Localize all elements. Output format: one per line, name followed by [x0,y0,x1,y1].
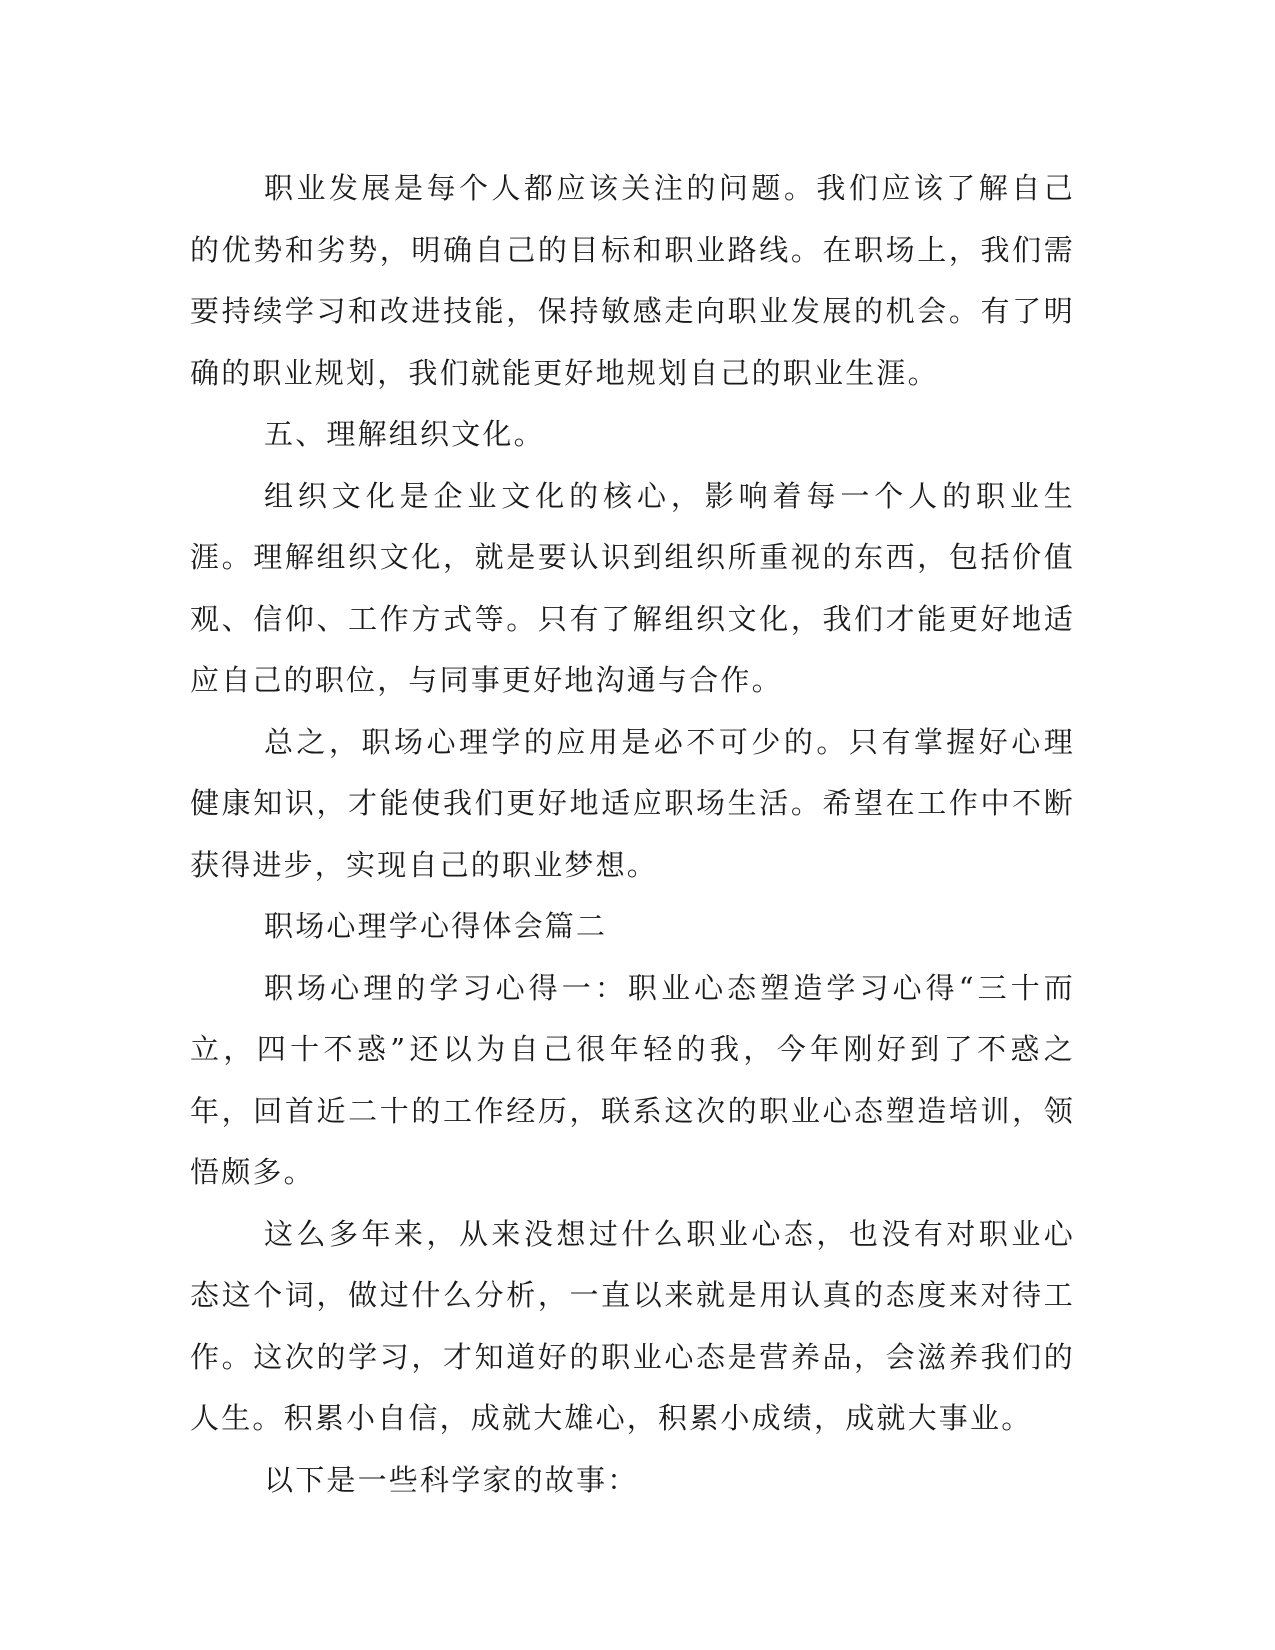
section-heading-organization-culture: 五、理解组织文化。 [264,417,545,451]
paragraph-reflection: 这么多年来，从来没想过什么职业心态，也没有对职业心态这个词，做过什么分析，一直以来就是用认真的态度来对待工作。这次的学习，才知道好的职业心态是营养品，会滋养我们的人生。积累小自信，成就大雄心，积累小成绩，成就大事业。 [190,1216,1075,1435]
document-body [190,158,1075,1511]
article-heading-part-two: 职场心理学心得体会篇二 [264,909,608,943]
paragraph-summary: 总之，职场心理学的应用是必不可少的。只有掌握好心理健康知识，才能使我们更好地适应职场生活。希望在工作中不断获得进步，实现自己的职业梦想。 [190,724,1075,882]
paragraph-organization-culture: 组织文化是企业文化的核心，影响着每一个人的职业生涯。理解组织文化，就是要认识到组织所重视的东西，包括价值观、信仰、工作方式等。只有了解组织文化，我们才能更好地适应自己的职位，与同事更好地沟通与合作。 [190,478,1075,697]
paragraph-career-development: 职业发展是每个人都应该关注的问题。我们应该了解自己的优势和劣势，明确自己的目标和职业路线。在职场上，我们需要持续学习和改进技能，保持敏感走向职业发展的机会。有了明确的职业规划，我们就能更好地规划自己的职业生涯。 [190,171,1075,390]
paragraph-scientist-stories-intro: 以下是一些科学家的故事： [264,1462,639,1497]
paragraph-learning-notes: 职场心理的学习心得一：职业心态塑造学习心得“三十而立，四十不惑”还以为自己很年轻的我，今年刚好到了不惑之年，回首近二十的工作经历，联系这次的职业心态塑造培训，领悟颇多。 [190,970,1075,1189]
